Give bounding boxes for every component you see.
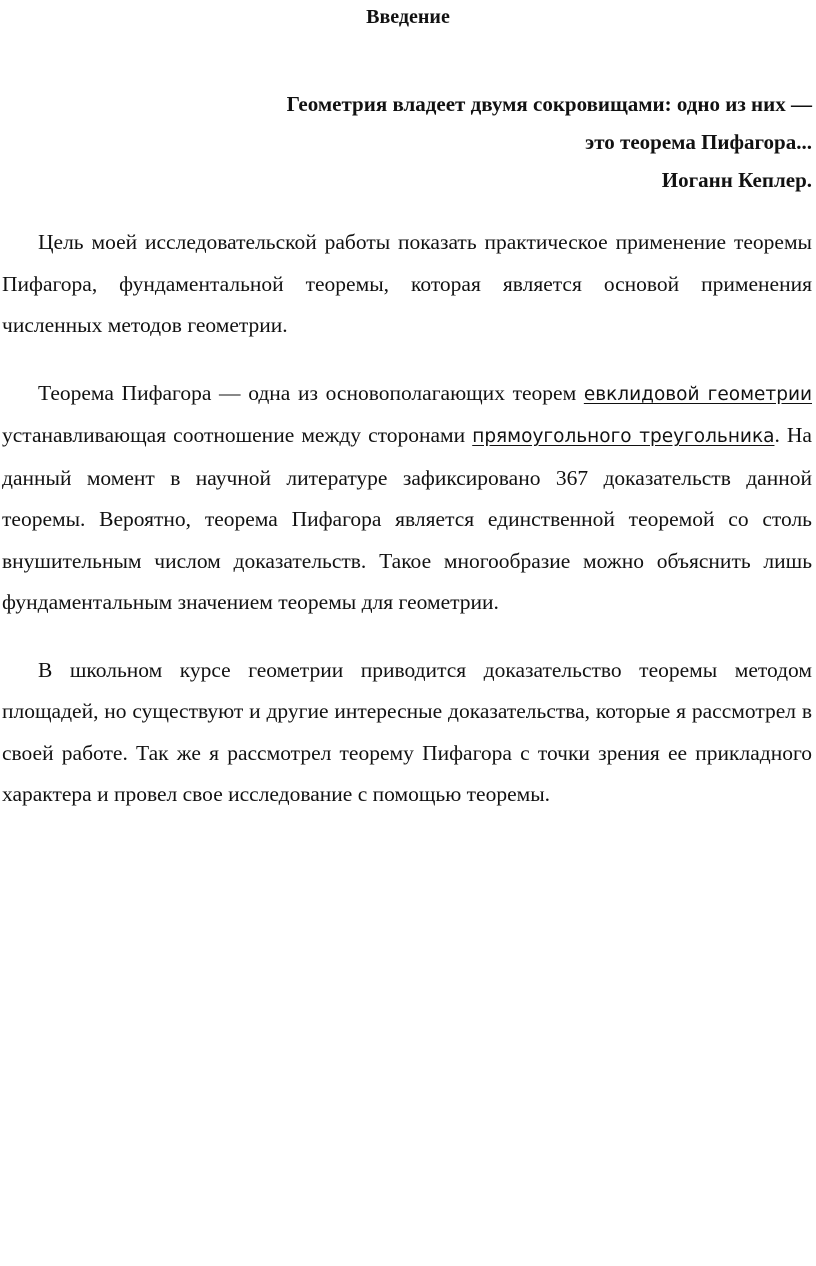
epigraph-line-2: это теорема Пифагора... <box>585 130 812 154</box>
link-euclidean-geometry[interactable]: евклидовой геометрии <box>583 383 812 405</box>
page-title: Введение <box>366 6 450 28</box>
paragraph-school-course: В школьном курсе геометрии приводится доказательство теоремы методом площадей, но существуют и другие интересные доказательства, которые я рассмотрел в своей работе. Так же я рассмотрел теорему Пифагора с точки зрения ее прикладного характера и провел свое исследование с помощью теоремы. <box>2 657 812 806</box>
paragraph-theorem-mid: устанавливающая соотношение между сторонами <box>2 423 473 447</box>
epigraph-author: Иоганн Кеплер. <box>661 168 812 192</box>
epigraph <box>52 85 812 199</box>
paragraph-goal: Цель моей исследовательской работы показать практическое применение теоремы Пифагора, фундаментальной теоремы, которая является основой применения численных методов геометрии. <box>2 230 812 337</box>
epigraph-line-1: Геометрия владеет двумя сокровищами: одно из них — <box>286 92 812 116</box>
paragraph-theorem-end: . На данный момент в научной литературе зафиксировано 367 доказательств данной теоремы. Вероятно, теорема Пифагора является единственной теоремой со столь внушительным числом доказательств. Такое многообразие можно объяснить лишь фундаментальным значением теоремы для геометрии. <box>2 423 812 614</box>
paragraph-theorem <box>2 373 812 624</box>
link-right-triangle[interactable]: прямоугольного треугольника <box>472 426 775 447</box>
body-text <box>2 222 812 842</box>
paragraph-theorem-start: Теорема Пифагора — одна из основополагающих теорем <box>38 380 584 405</box>
